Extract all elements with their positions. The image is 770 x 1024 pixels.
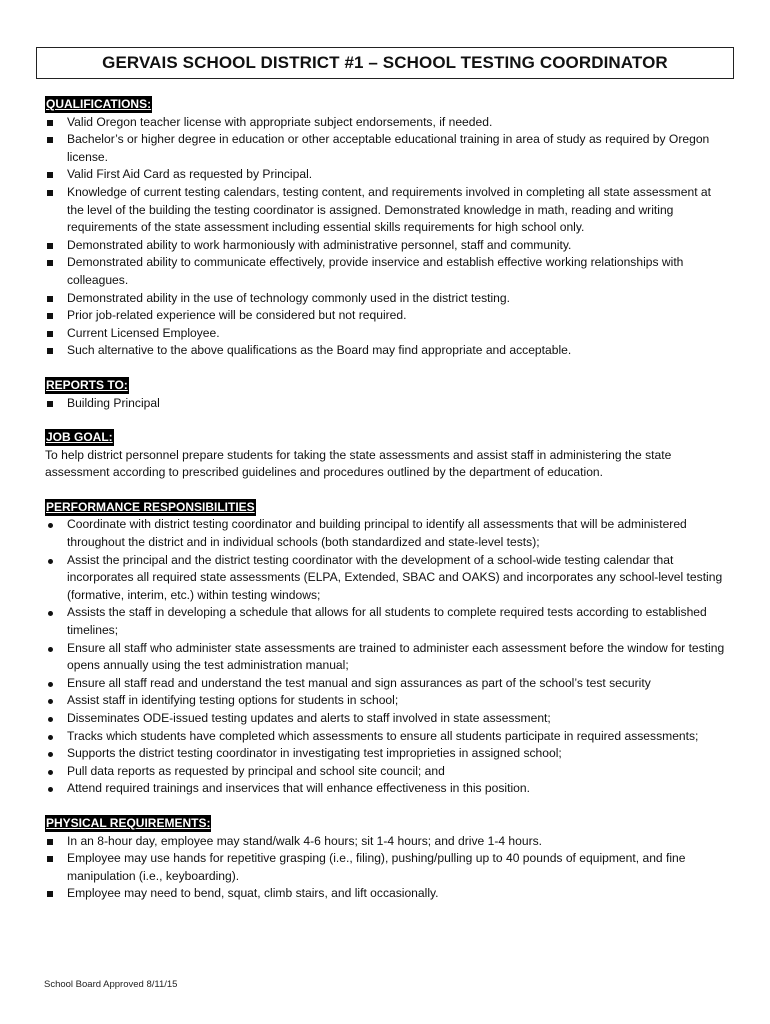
qualifications-section — [45, 96, 730, 360]
document-title-box — [36, 47, 734, 79]
job-goal-text: To help district personnel prepare students for taking the state assessments and assist staff in administering the state assessment according to prescribed guidelines and procedures outlined by the department of education. — [45, 447, 672, 480]
list-item: Coordinate with district testing coordinator and building principal to identify all assessments that will be administered throughout the district and in individual schools (both standardized and state-level tests); — [45, 516, 730, 551]
footer-approval-note: School Board Approved 8/11/15 — [44, 979, 178, 990]
document-body — [45, 96, 730, 903]
list-item: Attend required trainings and inservices that will enhance effectiveness in this position. — [45, 780, 730, 798]
list-item: Bachelor’s or higher degree in education or other acceptable educational training in area of study as required by Oregon license. — [45, 131, 730, 166]
reports-to-list — [45, 395, 730, 413]
list-item: Ensure all staff who administer state assessments are trained to administer each assessment before the window for testing opens annually using the test administration manual; — [45, 640, 730, 675]
list-item: Demonstrated ability to communicate effectively, provide inservice and establish effective working relationships with colleagues. — [45, 254, 730, 289]
list-item: Disseminates ODE-issued testing updates and alerts to staff involved in state assessment; — [45, 710, 730, 728]
list-item: Valid Oregon teacher license with appropriate subject endorsements, if needed. — [45, 114, 730, 132]
list-item: Demonstrated ability in the use of technology commonly used in the district testing. — [45, 290, 730, 308]
performance-list — [45, 516, 730, 798]
reports-to-section — [45, 377, 730, 412]
qualifications-heading: QUALIFICATIONS: — [46, 97, 152, 111]
list-item: Building Principal — [45, 395, 730, 413]
physical-section — [45, 815, 730, 903]
list-item: In an 8-hour day, employee may stand/walk 4-6 hours; sit 1-4 hours; and drive 1-4 hours. — [45, 833, 730, 851]
list-item: Employee may use hands for repetitive grasping (i.e., filing), pushing/pulling up to 40 pounds of equipment, and fine manipulation (i.e., keyboarding). — [45, 850, 730, 885]
document-title: GERVAIS SCHOOL DISTRICT #1 – SCHOOL TESTING COORDINATOR — [102, 53, 668, 72]
list-item: Assists the staff in developing a schedule that allows for all students to complete required tests according to established timelines; — [45, 604, 730, 639]
physical-list — [45, 833, 730, 903]
list-item: Assist staff in identifying testing options for students in school; — [45, 692, 730, 710]
list-item: Knowledge of current testing calendars, testing content, and requirements involved in completing all state assessment at the level of the building the testing coordinator is assigned. Demonstrated knowledge in math, reading and writing requirements of the state assessment including essential skills requirements for high school only. — [45, 184, 730, 237]
qualifications-list — [45, 114, 730, 360]
job-goal-heading: JOB GOAL: — [46, 430, 113, 445]
list-item: Supports the district testing coordinator in investigating test improprieties in assigned school; — [45, 745, 730, 763]
list-item: Demonstrated ability to work harmoniously with administrative personnel, staff and community. — [45, 237, 730, 255]
list-item: Pull data reports as requested by principal and school site council; and — [45, 763, 730, 781]
job-goal-section — [45, 429, 730, 482]
list-item: Ensure all staff read and understand the test manual and sign assurances as part of the school’s test security — [45, 675, 730, 693]
reports-to-heading: REPORTS TO: — [46, 377, 128, 392]
list-item: Current Licensed Employee. — [45, 325, 730, 343]
physical-heading: PHYSICAL REQUIREMENTS: — [46, 815, 211, 830]
performance-heading: PERFORMANCE RESPONSIBILITIES — [46, 499, 255, 514]
list-item: Tracks which students have completed which assessments to ensure all students participate in required assessments; — [45, 728, 730, 746]
list-item: Valid First Aid Card as requested by Principal. — [45, 166, 730, 184]
list-item: Employee may need to bend, squat, climb stairs, and lift occasionally. — [45, 885, 730, 903]
list-item: Assist the principal and the district testing coordinator with the development of a school-wide testing calendar that incorporates all required state assessments (ELPA, Extended, SBAC and OAKS) and incorporates any school-level testing (formative, interim, etc.) within testing windows; — [45, 552, 730, 605]
performance-section — [45, 499, 730, 798]
list-item: Such alternative to the above qualifications as the Board may find appropriate and acceptable. — [45, 342, 730, 360]
list-item: Prior job-related experience will be considered but not required. — [45, 307, 730, 325]
